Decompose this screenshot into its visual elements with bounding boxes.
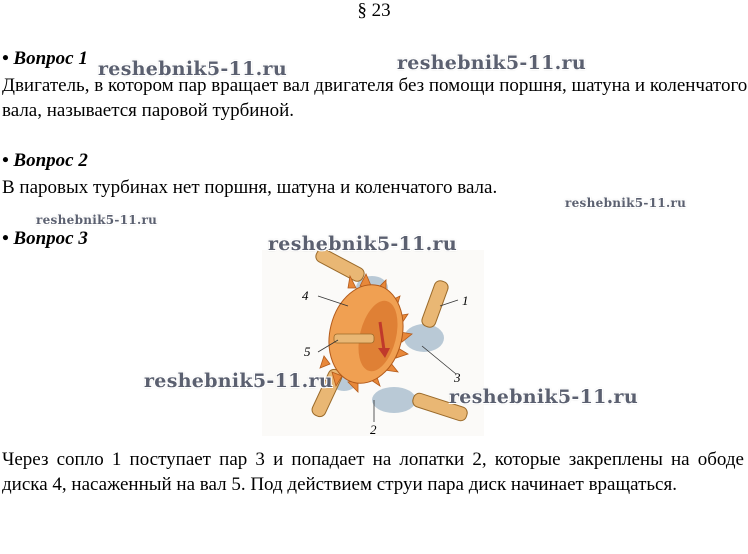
figure-label-5: 5 xyxy=(304,344,311,359)
question-3-heading xyxy=(2,228,88,250)
watermark: reshebnik5-11.ru xyxy=(397,52,586,74)
question-1-heading xyxy=(2,48,88,70)
question-1-label: Вопрос 1 xyxy=(13,48,88,69)
bullet: • xyxy=(2,48,14,69)
section-title: § 23 xyxy=(357,0,391,21)
figure-label-1: 1 xyxy=(462,293,469,308)
question-2-label: Вопрос 2 xyxy=(13,150,88,171)
question-2-heading xyxy=(2,150,88,172)
watermark: reshebnik5-11.ru xyxy=(449,386,638,408)
question-2-answer: В паровых турбинах нет поршня, шатуна и коленчатого вала. xyxy=(2,177,498,198)
bullet: • xyxy=(2,150,14,171)
turbine-diagram xyxy=(262,250,484,436)
question-3-label: Вопрос 3 xyxy=(13,228,88,249)
figure-label-2: 2 xyxy=(370,422,377,436)
watermark: reshebnik5-11.ru xyxy=(565,196,687,210)
bullet: • xyxy=(2,228,14,249)
question-1-answer: Двигатель, в котором пар вращает вал двигателя без помощи поршня, шатуна и коленчатого вала, называется паровой турбиной. xyxy=(2,75,748,121)
steam-turbine-figure xyxy=(262,250,484,436)
question-3-answer: Через сопло 1 поступает пар 3 и попадает на лопатки 2, которые закреплены на ободе диска 4, насаженный на вал 5. Под действием струи пара диск начинает вращаться. xyxy=(2,449,744,495)
watermark: reshebnik5-11.ru xyxy=(144,370,333,392)
watermark: reshebnik5-11.ru xyxy=(268,233,457,255)
figure-label-3: 3 xyxy=(454,370,461,385)
steam-cloud xyxy=(372,387,416,413)
watermark: reshebnik5-11.ru xyxy=(98,58,287,80)
watermark: reshebnik5-11.ru xyxy=(36,213,158,227)
shaft xyxy=(334,334,374,343)
figure-label-4: 4 xyxy=(302,288,309,303)
